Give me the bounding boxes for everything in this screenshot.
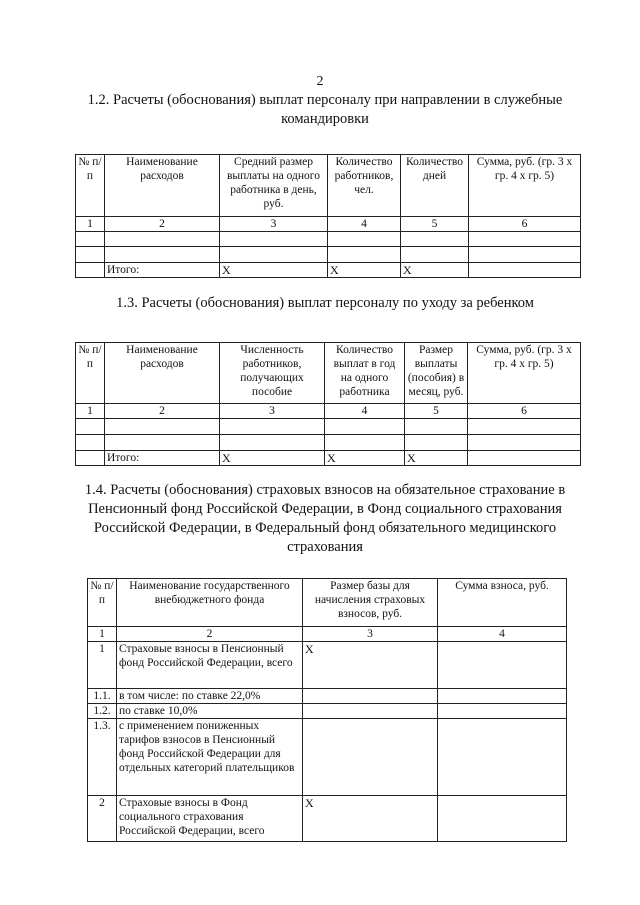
col-number-1: 1 — [88, 627, 117, 642]
col-header-days-count: Количество дней — [401, 155, 469, 217]
row-base-amount — [303, 689, 438, 704]
row-fund-name: в том числе: по ставке 22,0% — [117, 689, 303, 704]
col-number-4: 4 — [328, 217, 401, 232]
table-row — [88, 689, 567, 704]
row-number: 1.1. — [88, 689, 117, 704]
x-mark: X — [328, 263, 401, 278]
row-fund-name: по ставке 10,0% — [117, 704, 303, 719]
section-1-3-title: 1.3. Расчеты (обоснования) выплат персоналу по уходу за ребенком — [116, 295, 534, 311]
x-mark: X — [303, 796, 438, 842]
x-mark: X — [220, 263, 328, 278]
total-label: Итого: — [105, 451, 220, 466]
empty-row — [76, 419, 581, 435]
table-row — [88, 719, 567, 796]
table-row — [88, 704, 567, 719]
table-row — [88, 642, 567, 689]
business-trip-table — [75, 154, 581, 278]
total-row — [76, 451, 581, 466]
total-row — [76, 263, 581, 278]
column-numbers-row — [76, 217, 581, 232]
col-number-4: 4 — [325, 404, 405, 419]
col-number-1: 1 — [76, 217, 105, 232]
row-number: 1 — [88, 642, 117, 689]
col-number-3: 3 — [220, 217, 328, 232]
col-header-number: № п/п — [76, 155, 105, 217]
x-mark: X — [325, 451, 405, 466]
col-number-6: 6 — [469, 217, 581, 232]
insurance-contributions-table — [87, 578, 567, 842]
col-number-2: 2 — [117, 627, 303, 642]
col-header-contribution-sum: Сумма взноса, руб. — [438, 579, 567, 627]
col-header-average-payment: Средний размер выплаты на одного работника в день, руб. — [220, 155, 328, 217]
row-fund-name: с применением пониженных тарифов взносов в Пенсионный фонд Российской Федерации для отдельных категорий плательщиков — [117, 719, 303, 796]
table-row — [88, 796, 567, 842]
table-header-row — [88, 579, 567, 627]
col-header-sum: Сумма, руб. (гр. 3 х гр. 4 х гр. 5) — [468, 343, 581, 404]
x-mark: X — [303, 642, 438, 689]
x-mark: X — [401, 263, 469, 278]
column-numbers-row — [88, 627, 567, 642]
page-number: 2 — [316, 74, 324, 89]
col-number-5: 5 — [405, 404, 468, 419]
table-header-row — [76, 343, 581, 404]
col-number-1: 1 — [76, 404, 105, 419]
col-number-3: 3 — [303, 627, 438, 642]
row-fund-name: Страховые взносы в Фонд социального страхования Российской Федерации, всего — [117, 796, 303, 842]
row-number: 1.2. — [88, 704, 117, 719]
col-header-payments-per-year: Количество выплат в год на одного работника — [325, 343, 405, 404]
col-number-5: 5 — [401, 217, 469, 232]
section-1-4-title: 1.4. Расчеты (обоснования) страховых взносов на обязательное страхование в Пенсионный фонд Российской Федерации, в Фонд социального страхования Российской Федерации, в Федеральный фонд обязательного медицинского страхования — [84, 482, 566, 555]
col-number-6: 6 — [468, 404, 581, 419]
row-number: 1.3. — [88, 719, 117, 796]
col-number-2: 2 — [105, 217, 220, 232]
col-header-name: Наименование расходов — [105, 155, 220, 217]
col-header-monthly-allowance: Размер выплаты (пособия) в месяц, руб. — [405, 343, 468, 404]
row-base-amount — [303, 704, 438, 719]
col-header-number: № п/п — [76, 343, 105, 404]
col-header-fund-name: Наименование государственного внебюджетного фонда — [117, 579, 303, 627]
col-number-2: 2 — [105, 404, 220, 419]
x-mark: X — [405, 451, 468, 466]
col-header-name: Наименование расходов — [105, 343, 220, 404]
col-header-number: № п/п — [88, 579, 117, 627]
column-numbers-row — [76, 404, 581, 419]
table-header-row — [76, 155, 581, 217]
col-header-workers-count: Количество работников, чел. — [328, 155, 401, 217]
row-number: 2 — [88, 796, 117, 842]
col-header-base-amount: Размер базы для начисления страховых взносов, руб. — [303, 579, 438, 627]
empty-row — [76, 232, 581, 247]
total-label: Итого: — [105, 263, 220, 278]
empty-row — [76, 247, 581, 263]
x-mark: X — [220, 451, 325, 466]
empty-row — [76, 435, 581, 451]
col-number-3: 3 — [220, 404, 325, 419]
childcare-table — [75, 342, 581, 466]
row-fund-name: Страховые взносы в Пенсионный фонд Российской Федерации, всего — [117, 642, 303, 689]
col-header-sum: Сумма, руб. (гр. 3 х гр. 4 х гр. 5) — [469, 155, 581, 217]
row-base-amount — [303, 719, 438, 796]
section-1-2-title: 1.2. Расчеты (обоснования) выплат персоналу при направлении в служебные командировки — [87, 92, 563, 127]
col-number-4: 4 — [438, 627, 567, 642]
col-header-workers-receiving: Численность работников, получающих пособие — [220, 343, 325, 404]
